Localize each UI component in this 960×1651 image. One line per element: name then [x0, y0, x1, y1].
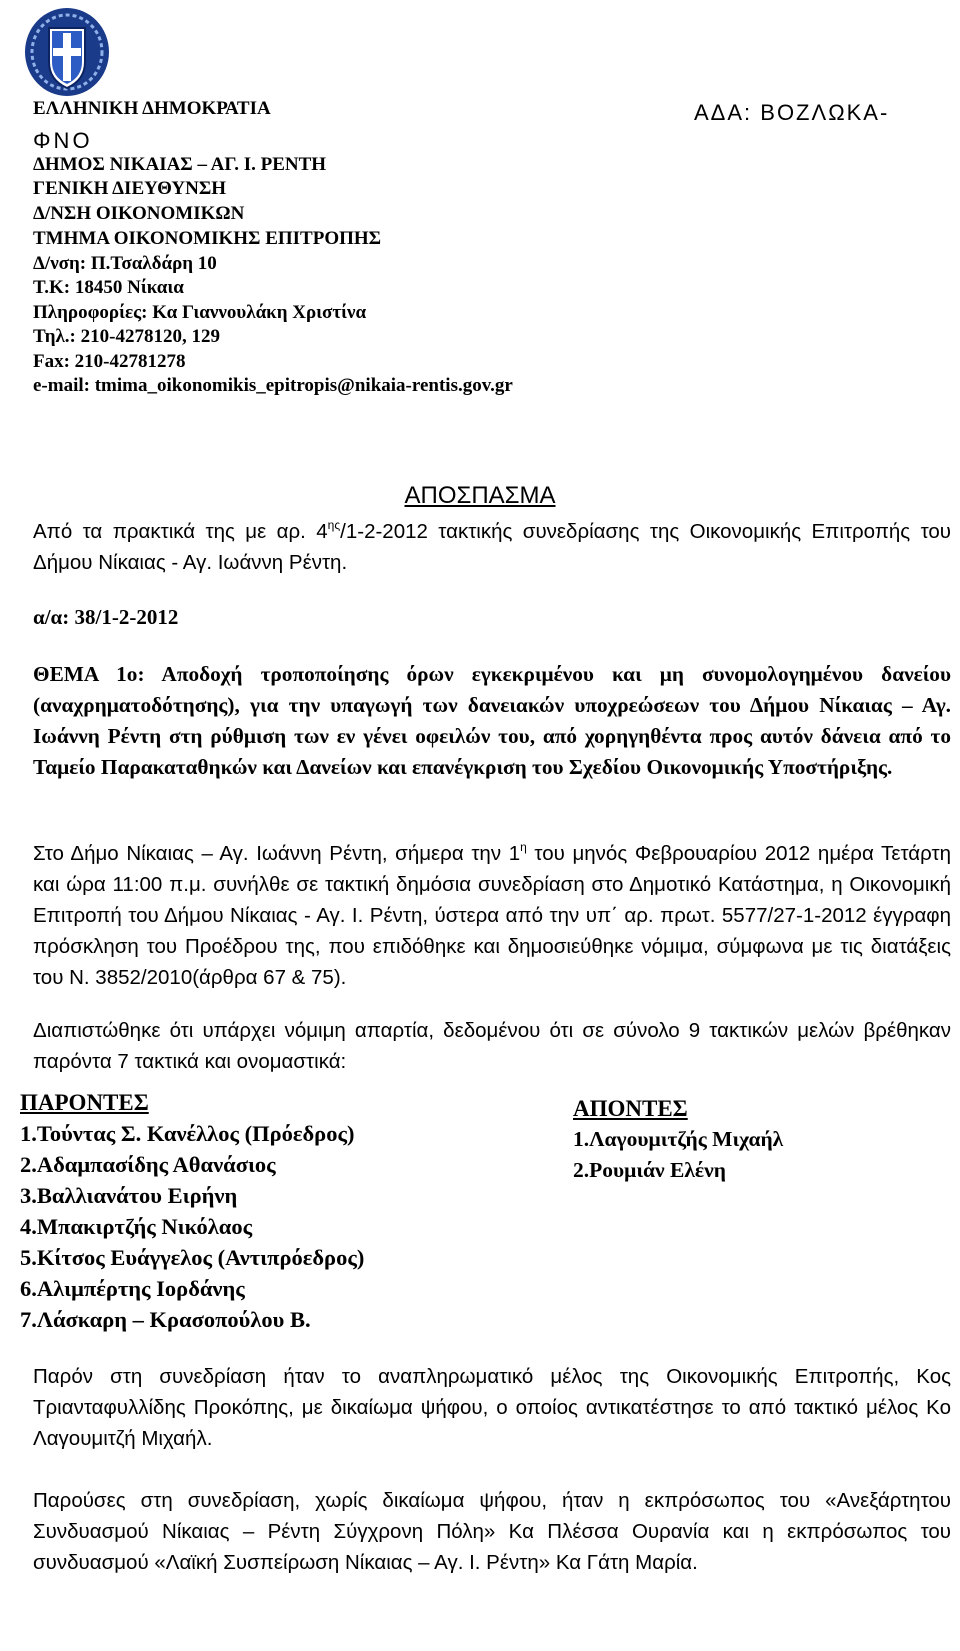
intro-paragraph: Από τα πρακτικά της με αρ. $4^{\eta\varsigma}/1-2-2012$ τακτικής συνεδρίασης της Οικονομικής Επιτροπής του Δήμου Νίκαιας - Αγ. Ιωάννη Ρέντη. — [33, 518, 951, 574]
subject-paragraph: ΘΕΜΑ 1ο: Αποδοχή τροποποίησης όρων εγκεκριμένου και μη συνομολογημένου δανείου (αναχρηματοδότησης), για την υπαγωγή των δανειακών υποχρεώσεων του Δήμου Νίκαιας – Αγ. Ιωάννη Ρέντη στη ρύθμιση των εν γένει οφειλών του, από χορηγηθέντα προς αυτόν δάνεια από το Ταμείο Παρακαταθηκών και Δανείων και επανέγκριση του Σχεδίου Οικονομικής Υποστήριξης. — [33, 662, 951, 779]
header-line-postal-code: Τ.Κ: 18450 Νίκαια — [33, 277, 184, 298]
present-member: 4.Μπακιρτζής Νικόλαος — [20, 1214, 253, 1239]
meeting-paragraph: Στο Δήμο Νίκαιας – Αγ. Ιωάννη Ρέντη, σήμερα την $1^\eta$ του μηνός Φεβρουαρίου 2012 ημέρα Τετάρτη και ώρα 11:00 π.μ. συνήλθε σε τακτική δημόσια συνεδρίαση στο Δημοτικό Κατάστημα, η Οικονομική Επιτροπή του Δήμου Νίκαιας - Αγ. Ι. Ρέντη, ύστερα από την υπ΄ αρ. πρωτ. 5577/27-1-2012 έγγραφη πρόσκληση του Προέδρου της, που επιδόθηκε και δημοσιεύθηκε νόμιμα, σύμφωνα με τις διατάξεις του Ν. 3852/2010(άρθρα 67 & 75). — [33, 840, 951, 989]
ada-code-continuation: ΦΝΟ — [33, 128, 93, 153]
header-line-department: ΤΜΗΜΑ ΟΙΚΟΝΟΜΙΚΗΣ ΕΠΙΤΡΟΠΗΣ — [33, 228, 382, 249]
header-line-information: Πληροφορίες: Κα Γιαννουλάκη Χριστίνα — [33, 302, 367, 323]
present-member: 5.Κίτσος Ευάγγελος (Αντιπρόεδρος) — [20, 1245, 365, 1270]
header-line-country: ΕΛΛΗΝΙΚΗ ΔΗΜΟΚΡΑΤΙΑ — [33, 98, 271, 119]
quorum-paragraph: Διαπιστώθηκε ότι υπάρχει νόμιμη απαρτία, δεδομένου ότι σε σύνολο 9 τακτικών μελών βρέθηκαν παρόντα 7 τακτικά και ονομαστικά: — [33, 1019, 951, 1073]
header-line-email: e-mail: tmima_oikonomikis_epitropis@nikaia-rentis.gov.gr — [33, 375, 513, 396]
absent-members-list — [573, 1094, 783, 1186]
document-title: ΑΠΟΣΠΑΣΜΑ — [404, 482, 556, 509]
header-line-fax: Fax: 210-42781278 — [33, 351, 186, 372]
ada-code: ΑΔΑ: ΒΟΖΛΩΚΑ- — [694, 100, 890, 125]
representatives-paragraph: Παρούσες στη συνεδρίαση, χωρίς δικαίωμα ψήφου, ήταν η εκπρόσωπος του «Ανεξάρτητου Συνδυασμού Νίκαιας – Ρέντη Σύγχρονη Πόλη» Κα Πλέσσα Ουρανία και η εκπρόσωπος του συνδυασμού «Λαϊκή Συσπείρωση Νίκαιας – Αγ. Ι. Ρέντη» Κα Γάτη Μαρία. — [33, 1489, 951, 1574]
header-line-address: Δ/νση: Π.Τσαλδάρη 10 — [33, 253, 217, 274]
substitute-paragraph: Παρόν στη συνεδρίαση ήταν το αναπληρωματικό μέλος της Οικονομικής Επιτροπής, Κος Τριανταφυλλίδης Προκόπης, με δικαίωμα ψήφου, ο οποίος αντικατέστησε το από τακτικό μέλος Κο Λαγουμιτζή Μιχαήλ. — [33, 1365, 951, 1450]
present-member: 3.Βαλλιανάτου Ειρήνη — [20, 1183, 238, 1208]
absent-member: 1.Λαγουμιτζής Μιχαήλ — [573, 1127, 784, 1151]
header-line-phone: Τηλ.: 210-4278120, 129 — [33, 326, 220, 347]
present-member: 6.Αλιμπέρτης Ιορδάνης — [20, 1276, 245, 1301]
header-line-municipality: ΔΗΜΟΣ ΝΙΚΑΙΑΣ – ΑΓ. Ι. ΡΕΝΤΗ — [33, 154, 327, 175]
present-member: 2.Αδαμπασίδης Αθανάσιος — [20, 1152, 276, 1177]
greek-coat-of-arms-icon — [22, 6, 112, 98]
present-heading: ΠΑΡΟΝΤΕΣ — [20, 1090, 149, 1115]
present-members-list — [20, 1088, 364, 1335]
absent-member: 2.Ρουμιάν Ελένη — [573, 1158, 726, 1182]
present-member: 7.Λάσκαρη – Κρασοπούλου Β. — [20, 1307, 311, 1332]
absent-heading: ΑΠΟΝΤΕΣ — [573, 1096, 688, 1121]
present-member: 1.Τούντας Σ. Κανέλλος (Πρόεδρος) — [20, 1121, 355, 1146]
header-line-general-directorate: ΓΕΝΙΚΗ ΔΙΕΥΘΥΝΣΗ — [33, 178, 227, 199]
serial-number: α/α: 38/1-2-2012 — [33, 605, 179, 629]
header-line-directorate: Δ/ΝΣΗ ΟΙΚΟΝΟΜΙΚΩΝ — [33, 203, 245, 224]
